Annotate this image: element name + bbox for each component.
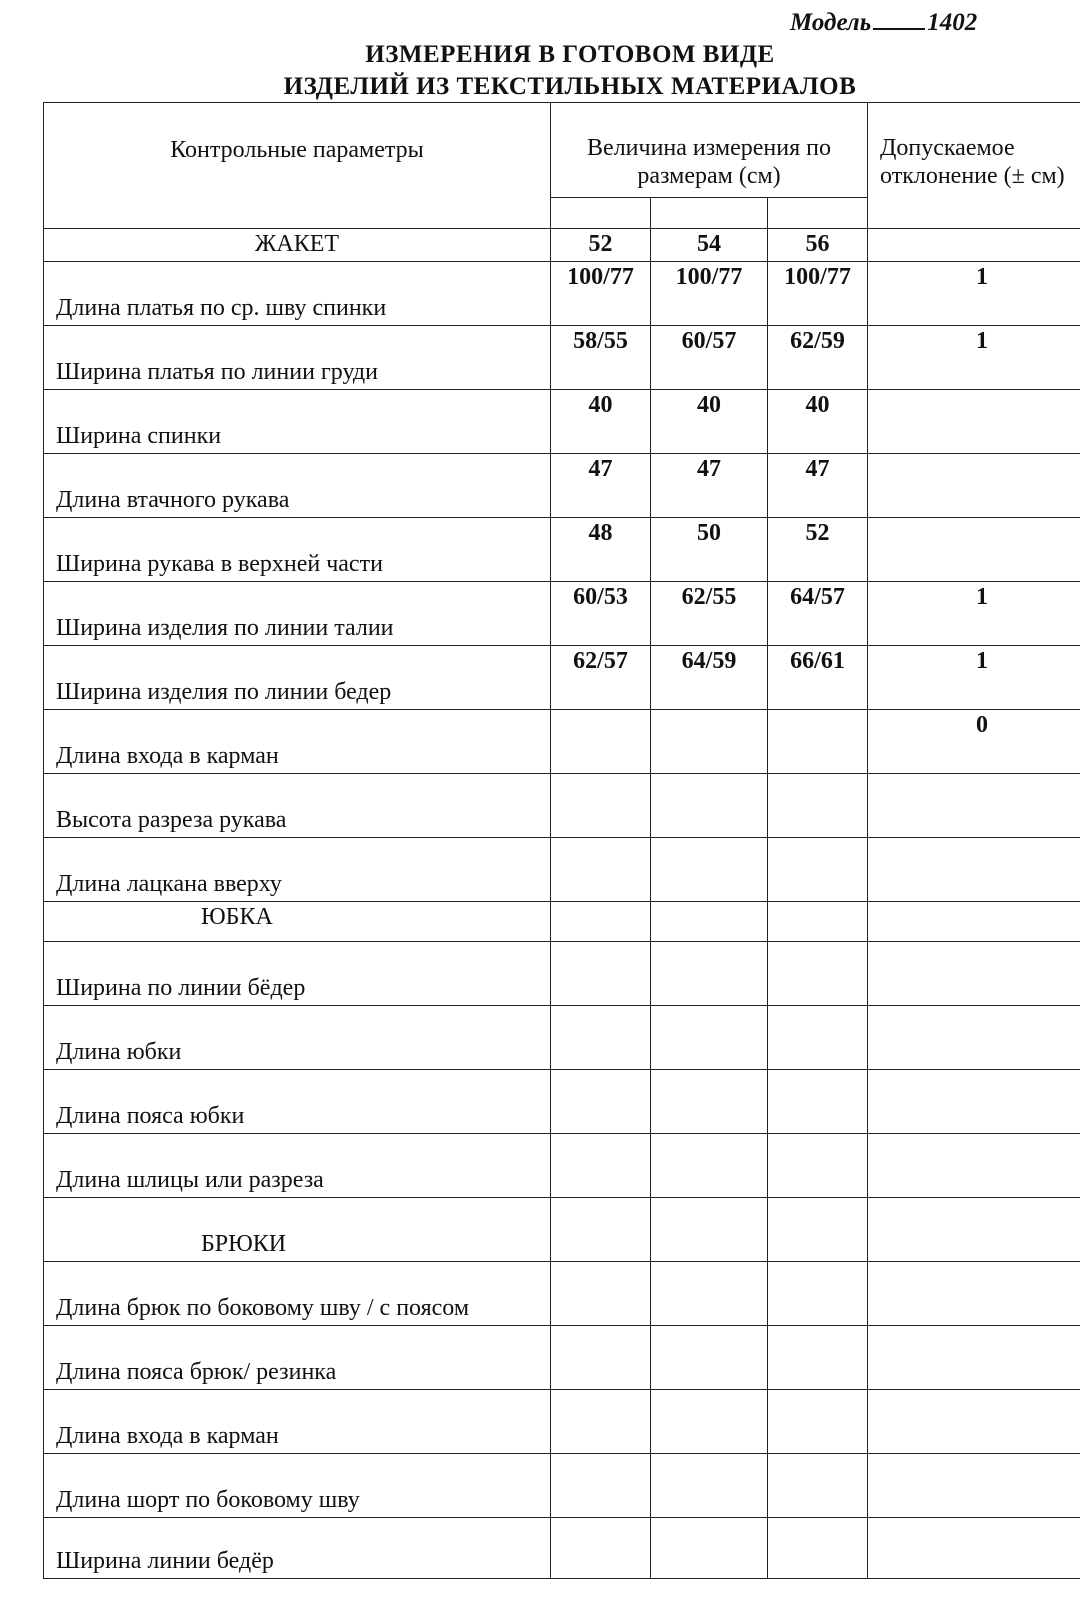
param-label: Длина пояса юбки xyxy=(44,1070,551,1134)
size-value xyxy=(551,1070,651,1134)
size-value xyxy=(651,1326,768,1390)
size-value xyxy=(651,1518,768,1579)
size-value: 100/77 xyxy=(551,262,651,326)
section-label-pants: БРЮКИ xyxy=(44,1198,551,1262)
size-subcell xyxy=(651,198,768,229)
empty-cell xyxy=(868,1198,1080,1262)
empty-cell xyxy=(651,1198,768,1262)
size-value xyxy=(768,774,868,838)
empty-cell xyxy=(551,1198,651,1262)
size-value xyxy=(651,838,768,902)
tolerance-value xyxy=(868,1262,1080,1326)
section-label-jacket: ЖАКЕТ xyxy=(44,229,551,262)
header-tolerance-line2: отклонение (± см) xyxy=(880,162,1065,189)
table-row xyxy=(44,710,1080,774)
size-value xyxy=(768,710,868,774)
empty-cell xyxy=(768,902,868,942)
tolerance-value xyxy=(868,1070,1080,1134)
tolerance-cell xyxy=(868,229,1080,262)
size-subcell xyxy=(551,198,651,229)
param-label: Ширина рукава в верхней части xyxy=(44,518,551,582)
section-spacer-row xyxy=(44,1198,1080,1262)
model-blank-line xyxy=(873,10,925,30)
tolerance-value: 1 xyxy=(868,326,1080,390)
tolerance-value xyxy=(868,1006,1080,1070)
param-label: Длина лацкана вверху xyxy=(44,838,551,902)
size-value: 48 xyxy=(551,518,651,582)
size-value xyxy=(768,1326,868,1390)
size-value xyxy=(768,1070,868,1134)
size-value xyxy=(551,1390,651,1454)
tolerance-value: 1 xyxy=(868,646,1080,710)
tolerance-value xyxy=(868,1390,1080,1454)
header-params: Контрольные параметры xyxy=(44,103,551,229)
table-header-row xyxy=(44,103,1080,198)
param-label: Длина пояса брюк/ резинка xyxy=(44,1326,551,1390)
empty-cell xyxy=(768,1198,868,1262)
size-value xyxy=(651,1262,768,1326)
size-value: 40 xyxy=(768,390,868,454)
size-value: 66/61 xyxy=(768,646,868,710)
model-number xyxy=(790,9,977,37)
size-label: 56 xyxy=(768,229,868,262)
tolerance-value: 0 xyxy=(868,710,1080,774)
tolerance-value xyxy=(868,454,1080,518)
size-value: 50 xyxy=(651,518,768,582)
tolerance-value xyxy=(868,518,1080,582)
param-label: Ширина линии бедёр xyxy=(44,1518,551,1579)
size-value xyxy=(651,710,768,774)
size-value: 64/59 xyxy=(651,646,768,710)
table-row xyxy=(44,518,1080,582)
table-row xyxy=(44,1326,1080,1390)
header-sizes xyxy=(551,103,868,198)
size-value xyxy=(551,1326,651,1390)
tolerance-value xyxy=(868,942,1080,1006)
param-label: Длина втачного рукава xyxy=(44,454,551,518)
header-tolerance-line1: Допускаемое xyxy=(880,135,1015,161)
header-sizes-line1: Величина измерения по xyxy=(587,135,831,161)
table-row xyxy=(44,454,1080,518)
size-value xyxy=(651,774,768,838)
param-label: Высота разреза рукава xyxy=(44,774,551,838)
param-label: Длина платья по ср. шву спинки xyxy=(44,262,551,326)
table-row xyxy=(44,942,1080,1006)
tolerance-value xyxy=(868,1518,1080,1579)
empty-cell xyxy=(551,902,651,942)
size-value: 62/55 xyxy=(651,582,768,646)
table-row xyxy=(44,1454,1080,1518)
empty-cell xyxy=(868,902,1080,942)
table-row xyxy=(44,1390,1080,1454)
size-value xyxy=(651,1006,768,1070)
size-value: 40 xyxy=(551,390,651,454)
size-subcell xyxy=(768,198,868,229)
size-value xyxy=(551,774,651,838)
table-row xyxy=(44,838,1080,902)
tolerance-value: 1 xyxy=(868,582,1080,646)
size-value xyxy=(768,838,868,902)
tolerance-value xyxy=(868,1326,1080,1390)
header-sizes-line2: размерам (см) xyxy=(637,162,781,189)
tolerance-value xyxy=(868,1454,1080,1518)
size-value: 58/55 xyxy=(551,326,651,390)
size-value xyxy=(551,942,651,1006)
tolerance-value xyxy=(868,390,1080,454)
size-value xyxy=(651,1070,768,1134)
size-value xyxy=(551,710,651,774)
table-row xyxy=(44,390,1080,454)
table-row xyxy=(44,262,1080,326)
size-value: 64/57 xyxy=(768,582,868,646)
table-row xyxy=(44,326,1080,390)
param-label: Ширина по линии бёдер xyxy=(44,942,551,1006)
size-value xyxy=(551,838,651,902)
size-value: 47 xyxy=(768,454,868,518)
size-value: 62/57 xyxy=(551,646,651,710)
param-label: Длина шлицы или разреза xyxy=(44,1134,551,1198)
size-value: 60/57 xyxy=(651,326,768,390)
section-label-skirt: ЮБКА xyxy=(44,902,551,942)
tolerance-value xyxy=(868,774,1080,838)
size-value xyxy=(651,1134,768,1198)
param-label: Длина входа в карман xyxy=(44,1390,551,1454)
size-value: 60/53 xyxy=(551,582,651,646)
size-value xyxy=(551,1454,651,1518)
param-label: Ширина изделия по линии бедер xyxy=(44,646,551,710)
tolerance-value xyxy=(868,838,1080,902)
table-row xyxy=(44,582,1080,646)
size-value: 100/77 xyxy=(651,262,768,326)
header-tolerance xyxy=(868,103,1080,229)
size-value xyxy=(551,1262,651,1326)
size-value xyxy=(651,1390,768,1454)
param-label: Ширина изделия по линии талии xyxy=(44,582,551,646)
jacket-section-row xyxy=(44,229,1080,262)
size-label: 54 xyxy=(651,229,768,262)
size-value xyxy=(651,942,768,1006)
param-label: Длина входа в карман xyxy=(44,710,551,774)
size-value xyxy=(768,1390,868,1454)
document-title-line2: ИЗДЕЛИЙ ИЗ ТЕКСТИЛЬНЫХ МАТЕРИАЛОВ xyxy=(283,73,857,100)
table-row xyxy=(44,646,1080,710)
table-row xyxy=(44,1006,1080,1070)
section-label-skirt-row xyxy=(44,902,1080,942)
size-value xyxy=(768,1454,868,1518)
size-value xyxy=(768,942,868,1006)
size-value xyxy=(551,1518,651,1579)
size-value: 40 xyxy=(651,390,768,454)
size-value xyxy=(768,1134,868,1198)
param-label: Длина шорт по боковому шву xyxy=(44,1454,551,1518)
size-value xyxy=(551,1134,651,1198)
size-value: 100/77 xyxy=(768,262,868,326)
size-value xyxy=(768,1262,868,1326)
size-value xyxy=(651,1454,768,1518)
param-label: Ширина платья по линии груди xyxy=(44,326,551,390)
table-row xyxy=(44,1070,1080,1134)
table-row xyxy=(44,1262,1080,1326)
empty-cell xyxy=(651,902,768,942)
measurements-table xyxy=(43,102,1080,1579)
size-value xyxy=(768,1006,868,1070)
size-value: 47 xyxy=(551,454,651,518)
table-row xyxy=(44,774,1080,838)
tolerance-value xyxy=(868,1134,1080,1198)
model-label: Модель xyxy=(790,9,872,36)
size-value: 52 xyxy=(768,518,868,582)
param-label: Длина брюк по боковому шву / с поясом xyxy=(44,1262,551,1326)
size-value xyxy=(551,1006,651,1070)
size-label: 52 xyxy=(551,229,651,262)
size-value: 47 xyxy=(651,454,768,518)
tolerance-value: 1 xyxy=(868,262,1080,326)
size-value xyxy=(768,1518,868,1579)
param-label: Длина юбки xyxy=(44,1006,551,1070)
param-label: Ширина спинки xyxy=(44,390,551,454)
table-row xyxy=(44,1518,1080,1579)
document-title-line1: ИЗМЕРЕНИЯ В ГОТОВОМ ВИДЕ xyxy=(365,41,775,68)
model-value: 1402 xyxy=(927,9,978,36)
table-row xyxy=(44,1134,1080,1198)
size-value: 62/59 xyxy=(768,326,868,390)
